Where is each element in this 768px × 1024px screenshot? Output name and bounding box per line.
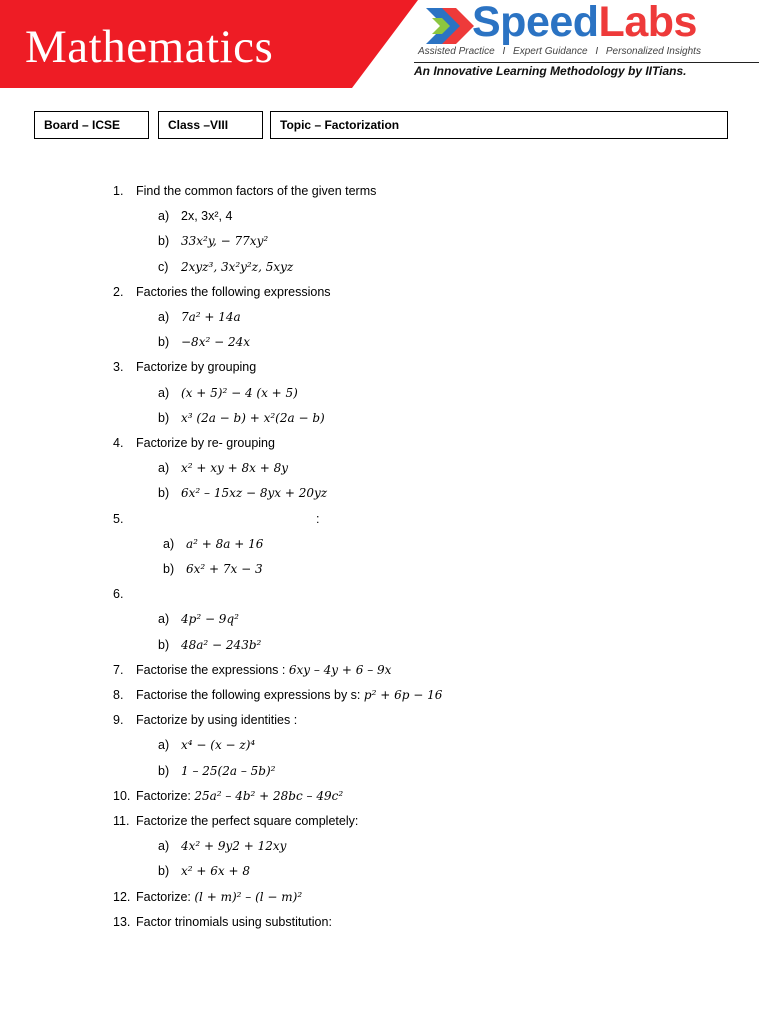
question-text-main: 4p² − 9q² [181, 612, 239, 627]
question-number: 2. [113, 284, 124, 299]
question-text [181, 310, 241, 324]
question-text [181, 839, 286, 853]
question-text-main: x⁴ − (x − z)⁴ [181, 738, 256, 753]
question-text-main: −8x² − 24x [181, 335, 250, 350]
question-text-main: 1 – 25(2a – 5b)² [181, 763, 276, 778]
question-text-main: Factorize: [136, 889, 195, 904]
question-text-main: Factorize: [136, 788, 195, 803]
question-number: b) [158, 234, 170, 249]
question-expression: 6xy – 4y + 6 – 9x [288, 662, 392, 677]
question-text-main: x³ (2a − b) + x²(2a − b) [181, 410, 325, 425]
question-text [181, 335, 250, 349]
question-expression: p² + 6p − 16 [363, 688, 443, 702]
speedlabs-logo [410, 0, 768, 90]
brand-speed: Speed [472, 0, 599, 46]
tagline-features [418, 46, 701, 57]
question-text-main: Factorise the expressions : [136, 662, 289, 677]
question-text [136, 285, 331, 299]
question-text-main: Factories the following expressions [136, 284, 331, 299]
question-text-main: 2x, 3x², 4 [181, 209, 233, 224]
question-text [136, 789, 343, 803]
tagline-part: Expert Guidance [513, 46, 588, 57]
question-text [181, 461, 288, 475]
question-number: b) [163, 562, 175, 576]
question-number: b) [158, 637, 170, 652]
question-text-main: Factorize by re- grouping [136, 436, 275, 450]
question-text [136, 688, 442, 702]
board-box: Board – ICSE [34, 111, 149, 139]
question-text [186, 537, 263, 551]
question-number: 1. [113, 184, 124, 198]
question-text [136, 713, 297, 727]
question-number: b) [158, 410, 170, 425]
question-text [181, 209, 232, 223]
question-text-main: 7a² + 14a [181, 310, 241, 324]
question-text-main: 33x²y, − 77xy² [181, 234, 269, 249]
question-number: 6. [113, 587, 124, 602]
question-expression: (l + m)² – (l − m)² [194, 889, 303, 904]
question-text [181, 612, 239, 626]
brand-labs: Labs [598, 0, 697, 46]
question-text [136, 814, 358, 828]
question-number: a) [158, 461, 170, 476]
question-text [181, 260, 293, 274]
question-text [181, 411, 325, 425]
question-text [181, 638, 261, 652]
question-text-main: x² + 6x + 8 [181, 864, 250, 879]
question-text-main: 48a² − 243b² [181, 637, 262, 652]
question-number: a) [158, 209, 170, 224]
tagline-separator: I [502, 46, 506, 57]
question-text [181, 738, 255, 752]
question-number: c) [158, 259, 169, 274]
question-trailing-mark: : [316, 511, 320, 526]
tagline-part: Personalized Insights [605, 46, 701, 57]
question-text-main: 2xyz³, 3x²y²z, 5xyz [181, 259, 294, 274]
question-number: 13. [113, 914, 131, 929]
question-text [136, 184, 376, 198]
question-number: a) [158, 738, 170, 753]
brand-name [472, 0, 697, 47]
question-text [181, 864, 250, 878]
question-text-main: 6x² + 7x − 3 [186, 562, 263, 576]
question-number: b) [158, 763, 170, 778]
question-number: 7. [113, 662, 124, 677]
question-expression: 25a² – 4b² + 28bc – 49c² [194, 788, 344, 803]
question-text [186, 562, 263, 576]
question-number: a) [158, 612, 170, 627]
question-number: 3. [113, 360, 124, 375]
question-number: 4. [113, 436, 124, 450]
question-number: a) [158, 385, 170, 400]
header-banner [0, 0, 768, 90]
question-number: 12. [113, 889, 131, 904]
page-title: Mathematics [25, 21, 274, 73]
question-text [181, 486, 327, 500]
logo-arrow-icon [420, 4, 480, 50]
topic-box: Topic – Factorization [270, 111, 728, 139]
question-text [136, 663, 391, 677]
question-text [181, 764, 275, 778]
question-number: 9. [113, 713, 124, 728]
question-text-main: x² + xy + 8x + 8y [181, 461, 288, 476]
tagline-methodology: An Innovative Learning Methodology by IITians. [414, 62, 759, 78]
question-number: b) [158, 864, 170, 879]
tagline-part: Assisted Practice [418, 46, 495, 57]
tagline-separator: I [595, 46, 599, 57]
question-text-main: Factorize by grouping [136, 360, 257, 375]
question-number: 11. [113, 814, 130, 828]
question-text-main: Factorise the following expressions by s: [136, 688, 364, 702]
question-text [136, 360, 256, 374]
question-number: a) [158, 839, 170, 854]
question-text-main: Factorize by using identities : [136, 713, 298, 728]
question-text-main: Factorize the perfect square completely: [136, 814, 359, 828]
question-text-main: Factor trinomials using substitution: [136, 914, 332, 929]
question-number: a) [158, 310, 170, 324]
question-text [136, 436, 275, 450]
class-box: Class –VIII [158, 111, 263, 139]
question-text-main: 6x² – 15xz − 8yx + 20yz [181, 486, 328, 501]
question-text-main: Find the common factors of the given terms [136, 184, 377, 198]
question-text [136, 890, 302, 904]
question-text-main: 4x² + 9y2 + 12xy [181, 839, 287, 854]
question-text-main: a² + 8a + 16 [186, 536, 264, 551]
question-number: 8. [113, 688, 124, 702]
question-number: 5. [113, 511, 124, 526]
question-text [181, 234, 268, 248]
question-number: b) [158, 486, 170, 501]
question-text [136, 915, 332, 929]
question-number: b) [158, 335, 170, 350]
question-text [181, 386, 298, 400]
question-text-main: (x + 5)² − 4 (x + 5) [181, 385, 298, 400]
question-number: a) [163, 536, 175, 551]
question-number: 10. [113, 788, 131, 803]
